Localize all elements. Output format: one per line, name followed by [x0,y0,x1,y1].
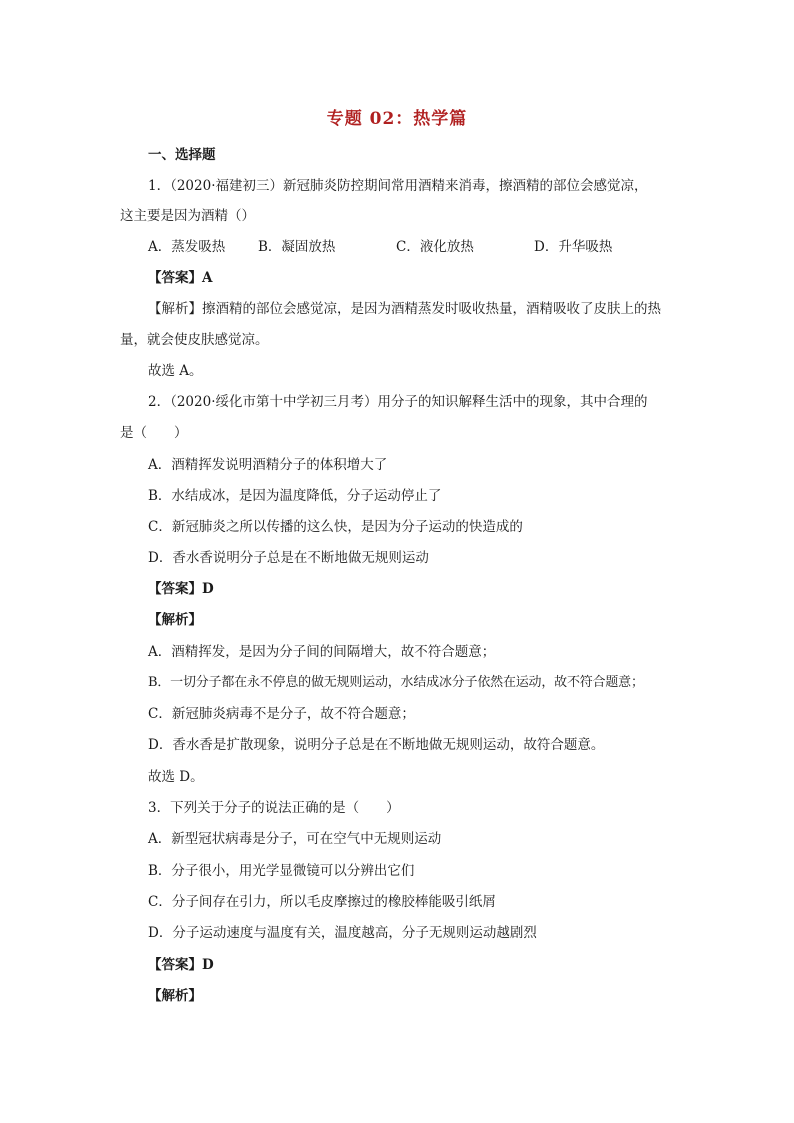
q2-analysis-a: A．酒精挥发，是因为分子间的间隔增大，故不符合题意； [148,644,496,660]
q1-stem-line-1: 1．（2020·福建初三）新冠肺炎防控期间常用酒精来消毒，擦酒精的部位会感觉凉， [148,178,648,194]
page-title: 专题 02：热学篇 [326,109,468,129]
q2-analysis-b: B．一切分子都在永不停息的做无规则运动，水结成冰分子依然在运动，故不符合题意； [148,675,644,690]
q3-analysis-head: 【解析】 [148,988,202,1004]
q1-option-a: A．蒸发吸热 [148,239,226,255]
q2-option-b: B．水结成冰，是因为温度降低，分子运动停止了 [148,488,442,504]
q2-analysis-head: 【解析】 [148,612,202,628]
q3-stem: 3．下列关于分子的说法正确的是（ ） [148,800,400,816]
q3-option-d: D．分子运动速度与温度有关，温度越高，分子无规则运动越剧烈 [148,925,537,941]
q2-option-c: C．新冠肺炎之所以传播的这么快，是因为分子运动的快造成的 [148,519,523,535]
q2-analysis-c: C．新冠肺炎病毒不是分子，故不符合题意； [148,706,415,722]
q2-answer: 【答案】D [148,581,214,597]
q2-analysis-d: D．香水香是扩散现象，说明分子总是在不断地做无规则运动，故符合题意。 [148,737,605,753]
q1-analysis-line-2: 量，就会使皮肤感觉凉。 [120,332,269,348]
q1-stem-line-2: 这主要是因为酒精（） [120,208,255,224]
q1-option-b: B．凝固放热 [258,239,336,255]
q3-option-b: B．分子很小，用光学显微镜可以分辨出它们 [148,863,415,879]
q1-option-c: C．液化放热 [396,239,474,255]
q2-option-d: D．香水香说明分子总是在不断地做无规则运动 [148,550,429,566]
q2-stem-line-1: 2．（2020·绥化市第十中学初三月考）用分子的知识解释生活中的现象，其中合理的 [148,394,648,410]
q1-answer: 【答案】A [148,270,213,286]
q2-choose: 故选 D。 [148,769,204,785]
q2-stem-line-2: 是（ ） [120,425,188,441]
q1-analysis-line-1: 【解析】擦酒精的部位会感觉凉，是因为酒精蒸发时吸收热量，酒精吸收了皮肤上的热 [148,301,661,317]
q1-choose: 故选 A。 [148,363,203,379]
q1-option-d: D．升华吸热 [534,239,613,255]
q3-option-a: A．新型冠状病毒是分子，可在空气中无规则运动 [148,831,442,847]
q2-option-a: A．酒精挥发说明酒精分子的体积增大了 [148,457,388,473]
q3-answer: 【答案】D [148,957,214,973]
q3-option-c: C．分子间存在引力，所以毛皮摩擦过的橡胶棒能吸引纸屑 [148,894,496,910]
section-heading: 一、选择题 [148,147,216,163]
